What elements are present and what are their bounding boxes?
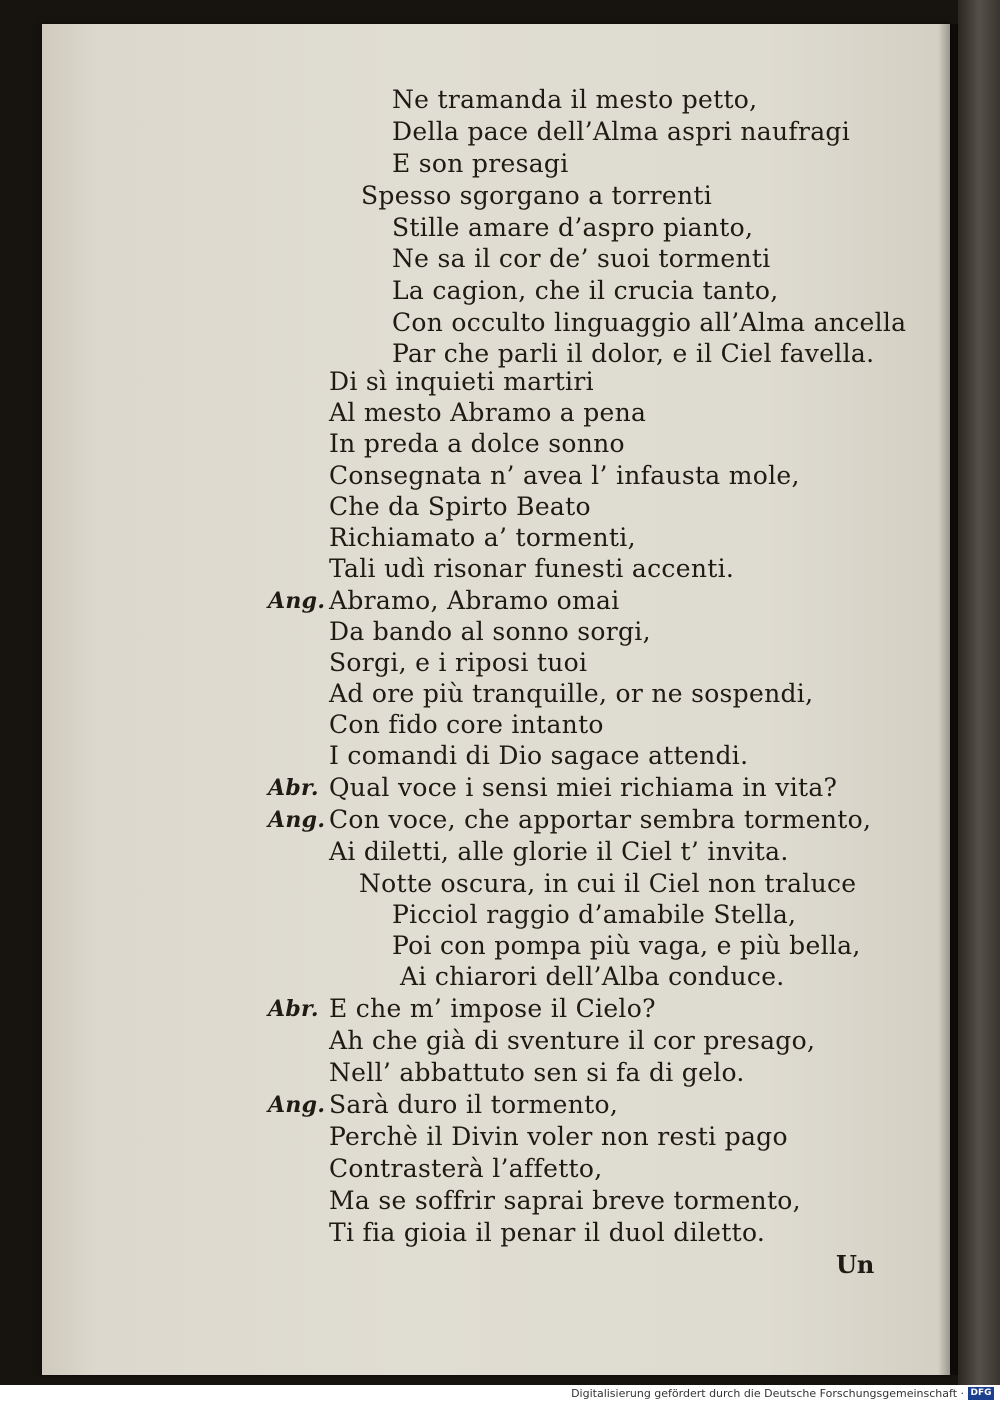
verse-line: Picciol raggio d’amabile Stella, — [392, 900, 797, 929]
verse-line: E che m’ impose il Cielo? — [329, 994, 656, 1023]
verse-line: I comandi di Dio sagace attendi. — [329, 741, 749, 770]
verse-line: Sorgi, e i riposi tuoi — [329, 648, 588, 677]
verse-line: Abramo, Abramo omai — [329, 586, 620, 615]
verse-line: Richiamato a’ tormenti, — [329, 523, 636, 552]
verse-line: Con fido core intanto — [329, 710, 604, 739]
verse-line: Della pace dell’Alma aspri naufragi — [392, 117, 851, 146]
verse-line: Perchè il Divin voler non resti pago — [329, 1122, 788, 1151]
verse-line: Poi con pompa più vaga, e più bella, — [392, 931, 861, 960]
verse-line: Con occulto linguaggio all’Alma ancella — [392, 308, 907, 337]
verse-line: Nell’ abbattuto sen si fa di gelo. — [329, 1058, 745, 1087]
verse-line: Stille amare d’aspro pianto, — [392, 213, 754, 242]
verse-line: Qual voce i sensi miei richiama in vita? — [329, 773, 838, 802]
verse-line: Che da Spirto Beato — [329, 492, 591, 521]
speaker-label-abr: Abr. — [268, 996, 319, 1022]
verse-line: Ai diletti, alle glorie il Ciel t’ invita. — [329, 837, 789, 866]
verse-line: Ti fia gioia il penar il duol diletto. — [329, 1218, 766, 1247]
verse-line: Ai chiarori dell’Alba conduce. — [400, 962, 785, 991]
verse-line: Par che parli il dolor, e il Ciel favella. — [392, 339, 875, 368]
catchword: Un — [836, 1250, 875, 1279]
verse-line: Sarà duro il tormento, — [329, 1090, 619, 1119]
verse-line: Al mesto Abramo a pena — [329, 398, 647, 427]
verse-line: Ne sa il cor de’ suoi tormenti — [392, 244, 771, 273]
verse-line: Da bando al sonno sorgi, — [329, 617, 651, 646]
verse-line: Contrasterà l’affetto, — [329, 1154, 603, 1183]
dfg-logo-icon: DFG — [968, 1387, 994, 1400]
digitization-footer — [0, 1385, 1000, 1403]
verse-line: Ne tramanda il mesto petto, — [392, 85, 758, 114]
speaker-label-ang: Ang. — [268, 807, 326, 833]
speaker-label-abr: Abr. — [268, 775, 319, 801]
verse-line: Spesso sgorgano a torrenti — [361, 181, 713, 210]
verse-line: Notte oscura, in cui il Ciel non traluce — [359, 869, 857, 898]
verse-line: La cagion, che il crucia tanto, — [392, 276, 779, 305]
verse-line: Di sì inquieti martiri — [329, 367, 594, 396]
speaker-label-ang: Ang. — [268, 588, 326, 614]
verse-line: Ad ore più tranquille, or ne sospendi, — [329, 679, 814, 708]
verse-line: E son presagi — [392, 149, 569, 178]
funding-credit: Digitalisierung gefördert durch die Deutsche Forschungsgemeinschaft · — [571, 1387, 964, 1400]
verse-line: Tali udì risonar funesti accenti. — [329, 554, 735, 583]
verse-line: Ma se soffrir saprai breve tormento, — [329, 1186, 801, 1215]
verse-line: Con voce, che apportar sembra tormento, — [329, 805, 872, 834]
verse-line: Ah che già di sventure il cor presago, — [329, 1026, 816, 1055]
verse-line: In preda a dolce sonno — [329, 429, 625, 458]
speaker-label-ang: Ang. — [268, 1092, 326, 1118]
verse-line: Consegnata n’ avea l’ infausta mole, — [329, 461, 800, 490]
